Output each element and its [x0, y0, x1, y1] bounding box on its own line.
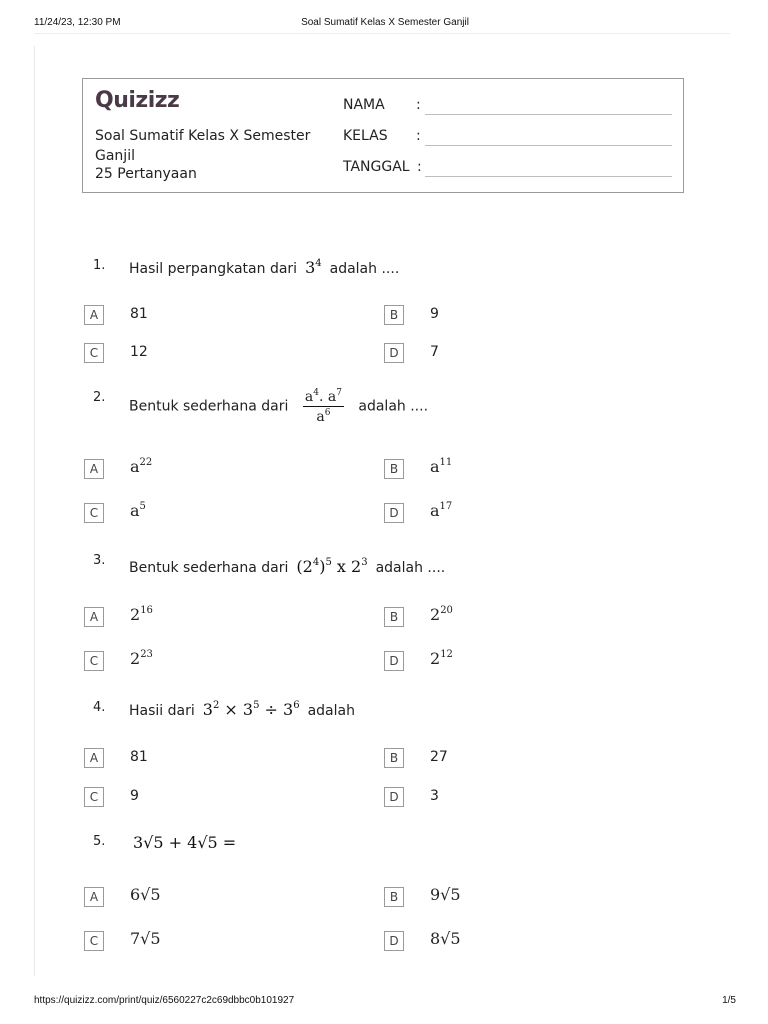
field-kelas-line[interactable] [425, 145, 672, 146]
option-value: $a^{17}$ [430, 501, 453, 520]
option-value: 81 [130, 306, 148, 322]
field-nama-label: NAMA [343, 97, 385, 113]
option-value: 3 [430, 788, 439, 804]
question-suffix: adalah [307, 703, 355, 719]
print-datetime: 11/24/23, 12:30 PM [34, 17, 121, 28]
option-value: 7 [430, 344, 439, 360]
question-number: 3. [93, 553, 106, 568]
option-value: $2^{12}$ [430, 649, 453, 668]
question-math: 3√5 + 4√5 = [133, 833, 237, 852]
question-math: $(2^4)^5$ x $2^3$ [296, 557, 368, 576]
option-letter: A [84, 305, 104, 325]
option-letter: A [84, 887, 104, 907]
question-prefix: Bentuk sederhana dari [129, 560, 289, 576]
option-value: $a^{11}$ [430, 457, 453, 476]
option-value: 7√5 [130, 929, 161, 948]
page-edge-top [34, 33, 730, 34]
option-letter: D [384, 503, 404, 523]
page-edge-left [34, 46, 35, 976]
question-math: $\frac{a^4. a^7}{a^6}$ [304, 388, 342, 425]
question-number: 1. [93, 258, 106, 273]
question-text [129, 557, 445, 576]
question-text [129, 388, 428, 425]
option-letter: C [84, 343, 104, 363]
question-number: 5. [93, 834, 106, 849]
question-text [129, 700, 355, 719]
question-count: 25 Pertanyaan [95, 166, 197, 182]
question-number: 4. [93, 700, 106, 715]
question-prefix: Hasii dari [129, 703, 195, 719]
question-suffix: adalah .... [329, 261, 400, 277]
option-value: $2^{23}$ [130, 649, 153, 668]
option-letter: D [384, 651, 404, 671]
field-tanggal-colon: : [417, 159, 422, 175]
question-prefix: Bentuk sederhana dari [129, 398, 289, 415]
print-title: Soal Sumatif Kelas X Semester Ganjil [301, 17, 469, 28]
question-math: $3^2 \times 3^5 \div 3^6$ [202, 700, 300, 719]
option-letter: A [84, 459, 104, 479]
option-value: 9 [130, 788, 139, 804]
option-letter: A [84, 607, 104, 627]
quiz-title: Soal Sumatif Kelas X Semester Ganjil [95, 128, 311, 164]
option-letter: B [384, 607, 404, 627]
option-letter: C [84, 503, 104, 523]
option-letter: D [384, 343, 404, 363]
option-letter: D [384, 787, 404, 807]
field-kelas-label: KELAS [343, 128, 388, 144]
question-suffix: adalah .... [375, 560, 446, 576]
option-letter: B [384, 305, 404, 325]
option-value: 9√5 [430, 885, 461, 904]
option-letter: D [384, 931, 404, 951]
option-letter: B [384, 459, 404, 479]
question-prefix: Hasil perpangkatan dari [129, 261, 298, 277]
field-kelas-colon: : [416, 128, 421, 144]
option-letter: C [84, 931, 104, 951]
field-nama-line[interactable] [425, 114, 672, 115]
question-number: 2. [93, 390, 106, 405]
option-value: 81 [130, 749, 148, 765]
print-url: https://quizizz.com/print/quiz/6560227c2c69dbbc0b101927 [34, 995, 295, 1006]
option-letter: B [384, 748, 404, 768]
option-value: $a^{22}$ [130, 457, 153, 476]
field-tanggal-line[interactable] [425, 176, 672, 177]
option-value: 6√5 [130, 885, 161, 904]
option-letter: C [84, 787, 104, 807]
option-letter: A [84, 748, 104, 768]
question-math: $3^4$ [305, 258, 322, 277]
option-value: $2^{20}$ [430, 605, 453, 624]
quiz-info-box [82, 78, 684, 193]
option-letter: B [384, 887, 404, 907]
field-nama-colon: : [416, 97, 421, 113]
option-value: 9 [430, 306, 439, 322]
option-value: 27 [430, 749, 448, 765]
print-page-number: 1/5 [722, 995, 736, 1006]
option-value: 8√5 [430, 929, 461, 948]
option-value: 12 [130, 344, 148, 360]
quizizz-logo: Quizizz [95, 88, 180, 113]
option-value: $a^5$ [130, 501, 146, 520]
question-text [129, 258, 399, 277]
field-tanggal-label: TANGGAL [343, 159, 410, 175]
question-suffix: adalah .... [358, 398, 429, 415]
option-letter: C [84, 651, 104, 671]
option-value: $2^{16}$ [130, 605, 153, 624]
